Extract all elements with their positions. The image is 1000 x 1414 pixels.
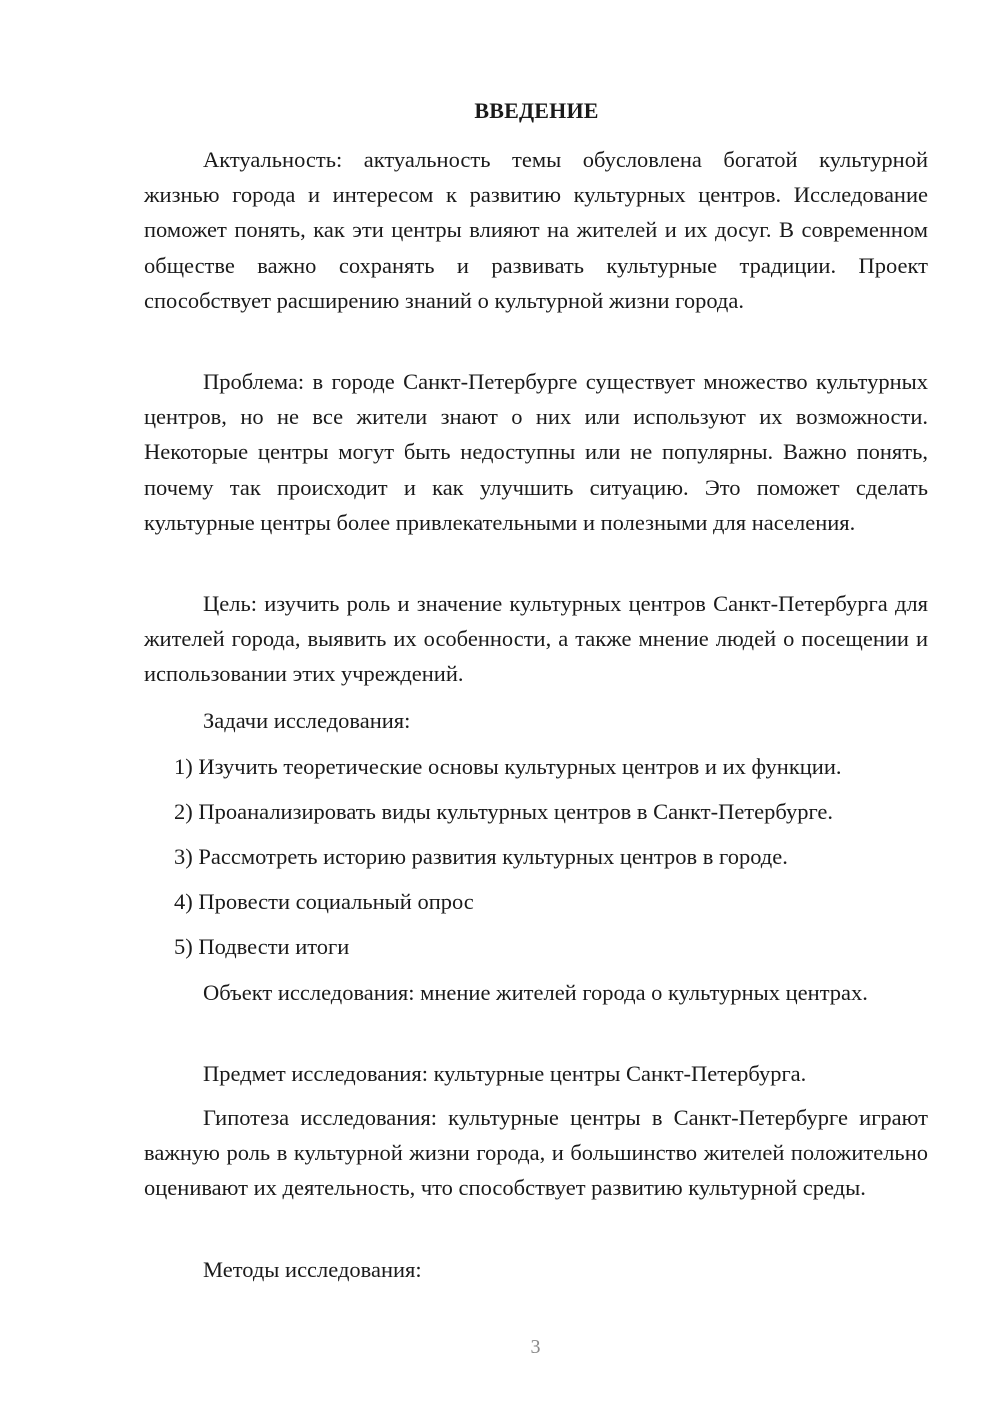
goal-paragraph: Цель: изучить роль и значение культурных центров Санкт-Петербурга для жителей города, выявить их особенности, а также мнение людей о посещении и использовании этих учреждений.	[144, 591, 928, 687]
relevance-paragraph: Актуальность: актуальность темы обусловлена богатой культурной жизнью города и интересом к развитию культурных центров. Исследование поможет понять, как эти центры влияют на жителей и их досуг. В современном обществе важно сохранять и развивать культурные традиции. Проект способствует расширению знаний о культурной жизни города.	[144, 147, 928, 313]
list-item: 1) Изучить теоретические основы культурных центров и их функции.	[174, 754, 842, 779]
list-item: 4) Провести социальный опрос	[174, 889, 474, 914]
page-number: 3	[530, 1336, 541, 1358]
problem-paragraph: Проблема: в городе Санкт-Петербурге существует множество культурных центров, но не все жители знают о них или используют их возможности. Некоторые центры могут быть недоступны или не популярны. Важно понять, почему так происходит и как улучшить ситуацию. Это поможет сделать культурные центры более привлекательными и полезными для населения.	[144, 369, 928, 535]
list-item: 3) Рассмотреть историю развития культурных центров в городе.	[174, 844, 788, 869]
tasks-heading: Задачи исследования:	[203, 708, 411, 733]
methods-heading: Методы исследования:	[203, 1257, 422, 1282]
hypothesis-paragraph: Гипотеза исследования: культурные центры в Санкт-Петербурге играют важную роль в культурной жизни города, и большинство жителей положительно оценивают их деятельность, что способствует развитию культурной среды.	[144, 1105, 928, 1201]
list-item: 2) Проанализировать виды культурных центров в Санкт-Петербурге.	[174, 799, 834, 824]
page-title: ВВЕДЕНИЕ	[474, 98, 599, 123]
object-paragraph: Объект исследования: мнение жителей города о культурных центрах.	[203, 980, 868, 1005]
list-item: 5) Подвести итоги	[174, 934, 350, 959]
subject-paragraph: Предмет исследования: культурные центры Санкт-Петербурга.	[203, 1061, 807, 1086]
